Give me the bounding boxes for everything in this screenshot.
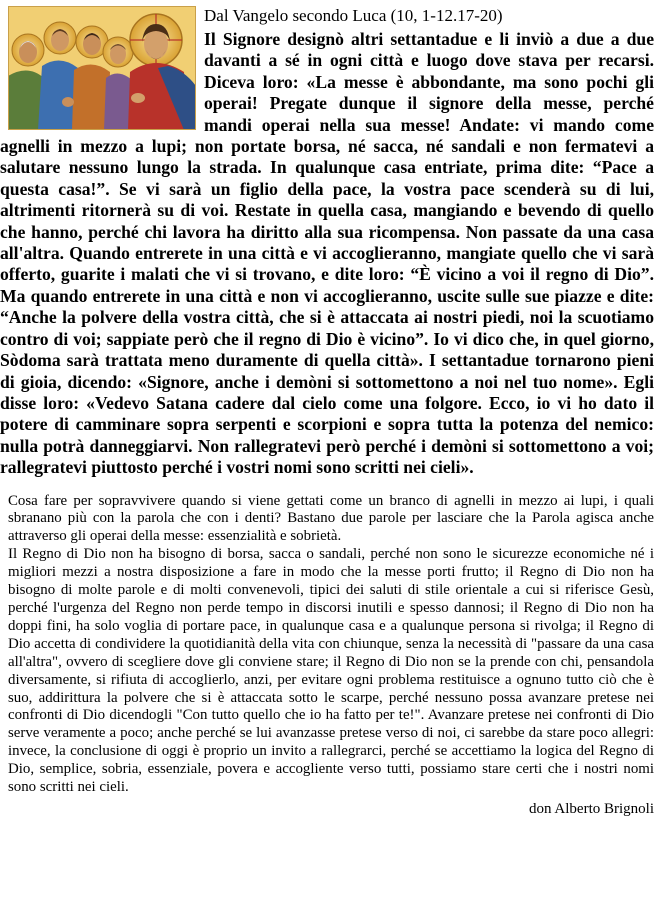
- commentary: [8, 493, 654, 797]
- gospel-text: Il Signore designò altri settantadue e li inviò a due a due davanti a sé in ogni città e luogo dove stava per recarsi. Diceva loro: «La messe è abbondante, ma sono pochi gli operai! Pregate dunque il signore della messe, perché mandi operai nella sua messe! Andate: vi mando come agnelli in mezzo a lupi; non portate borsa, né sacca, né sandali e non fermatevi a salutare nessuno lungo la strada. In qualunque casa entriate, prima dite: “Pace a questa casa!”. Se vi sarà un figlio della pace, la vostra pace scenderà su di lui, altrimenti ritornerà su di voi. Restate in quella casa, mangiando e bevendo di quello che hanno, perché chi lavora ha diritto alla sua ricompensa. Non passate da una casa all'altra. Quando entrerete in una città e vi accoglieranno, mangiate quello che vi sarà offerto, guarite i malati che vi si trovano, e dite loro: “È vicino a voi il regno di Dio”. Ma quando entrerete in una città e non vi accoglieranno, uscite sulle sue piazze e dite: “Anche la polvere della vostra città, che si è attaccata ai nostri piedi, noi la scuotiamo contro di voi; sappiate però che il regno di Dio è vicino”. Io vi dico che, in quel giorno, Sòdoma sarà trattata meno duramente di quella città». I settantadue tornarono pieni di gioia, dicendo: «Signore, anche i demòni si sottomettono a noi nel tuo nome». Egli disse loro: «Vedevo Satana cadere dal cielo come una folgore. Ecco, io vi ho dato il potere di camminare sopra serpenti e scorpioni e sopra tutta la potenza del nemico: nulla potrà danneggiarvi. Non rallegratevi però perché i demòni si sottomettono a voi; rallegratevi piuttosto perché i vostri nomi sono scritti nei cieli».: [0, 29, 654, 478]
- gospel-source-heading: Dal Vangelo secondo Luca (10, 1-12.17-20): [204, 6, 503, 25]
- christ-apostles-icon-image: [8, 6, 196, 130]
- commentary-paragraph: Il Regno di Dio non ha bisogno di borsa, sacca o sandali, perché non sono le sicurezze economiche né i migliori mezzi a nostra disposizione a fare in modo che la messe porti frutto; il Regno di Dio non ha bisogno di molte parole e di molti convenevoli, tipici dei saluti di stile orientale a cui si riferisce Gesù, perché l'urgenza del Regno non perde tempo in discorsi inutili e spesso dannosi; il Regno di Dio non ha doppi fini, ha solo voglia di portare pace, in qualunque casa e a qualunque persona si rivolga; il Regno di Dio accetta di condividere la quotidianità della vita con chiunque, senza la necessità di "passare da una casa all'altra", ovvero di scegliere dove gli conviene stare; il Regno di Dio non se la prende con chi, pensandola diversamente, si rifiuta di accoglierlo, anzi, per evitare ogni problema restituisce a ognuno tutto ciò che è suo, addirittura la polvere che si è attaccata sotto le scarpe, perché nessuno possa avanzare pretese nei confronti di Dio dicendogli "Con tutto quello che io ha fatto per te!". Avanzare pretese nei confronti di Dio serve veramente a poco; anche perché se lui avanzasse pretese verso di noi, ci sarebbe da stare poco allegri: invece, la conclusione di oggi è proprio un invito a rallegrarci, perché se accettiamo la logica del Regno di Dio, semplice, sobria, essenziale, povera e accogliente verso tutti, possiamo stare certi che i nostri nomi sono scritti nei cieli.: [8, 546, 654, 796]
- commentary-paragraph: Cosa fare per sopravvivere quando si viene gettati come un branco di agnelli in mezzo ai lupi, i quali sbranano più con la parola che con i denti? Bastano due parole per lasciare che la Parola agisca anche attraverso gli operai della messe: essenzialità e sobrietà.: [8, 492, 654, 545]
- author-signature: don Alberto Brignoli: [529, 800, 654, 817]
- icon-illustration: [8, 6, 196, 130]
